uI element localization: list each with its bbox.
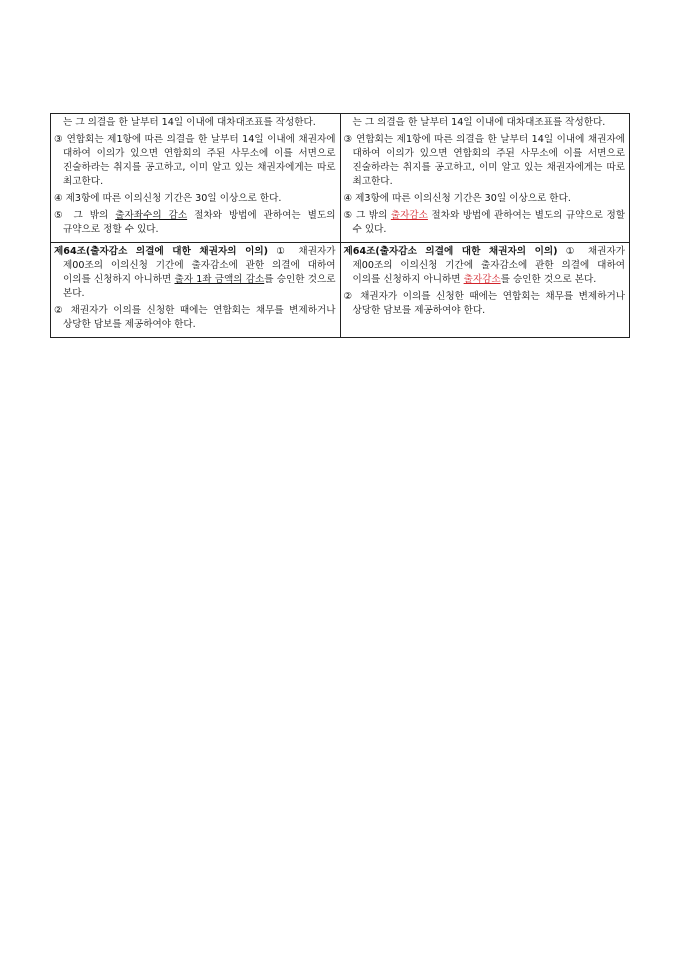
text-run: 를 승인한 것으로 본다. xyxy=(63,274,336,299)
left-paragraph-4: ④ 제3항에 따른 이의신청 기간은 30일 이상으로 한다. xyxy=(54,193,282,204)
text-run: ① 채권자가 제00조의 이의신청 기간에 출자감소에 관한 의결에 대하여 이의를 신청하지 아니하면 xyxy=(352,246,625,285)
right-paragraph-1: 는 그 의결을 한 날부터 14일 이내에 대차대조표를 작성한다. xyxy=(352,117,606,128)
right-paragraph-3: ③ 연합회는 제1항에 따른 의결을 한 날부터 14일 이내에 채권자에 대하여 이의가 있으면 연합회의 주된 사무소에 이를 서면으로 진술하라는 취지를 공고하고, 이미 알고 있는 채권자에게는 따로 최고한다. xyxy=(343,134,625,187)
right-cell-article-64 xyxy=(340,243,630,338)
text-run: ⑤ 그 밖의 xyxy=(343,210,391,221)
text-run: ① 채권자가 제00조의 이의신청 기간에 출자감소에 관한 의결에 대하여 이의를 신청하지 아니하면 xyxy=(63,246,336,285)
table-row xyxy=(51,243,630,338)
highlighted-text: 출자감소 xyxy=(463,274,501,285)
comparison-table xyxy=(50,113,630,338)
left-article-64-paragraph-1 xyxy=(54,245,336,301)
left-article-64-paragraph-2: ② 채권자가 이의를 신청한 때에는 연합회는 채무를 변제하거나 상당한 담보를 제공하여야 한다. xyxy=(54,305,336,330)
right-article-64-paragraph-1 xyxy=(344,245,626,287)
left-paragraph-1: 는 그 의결을 한 날부터 14일 이내에 대차대조표를 작성한다. xyxy=(63,117,316,128)
article-heading: 제64조(출자감소 의결에 대한 채권자의 이의) xyxy=(54,246,268,257)
underlined-text: 출자좌수의 감소 xyxy=(115,210,188,221)
left-paragraph-3: ③ 연합회는 제1항에 따른 의결을 한 날부터 14일 이내에 채권자에 대하여 이의가 있으면 연합회의 주된 사무소에 이를 서면으로 진술하라는 취지를 공고하고, 이미 알고 있는 채권자에게는 따로 최고한다. xyxy=(54,134,336,187)
text-run: ⑤ 그 밖의 xyxy=(54,210,116,221)
right-paragraph-5 xyxy=(344,209,626,237)
right-article-64-paragraph-2: ② 채권자가 이의를 신청한 때에는 연합회는 채무를 변제하거나 상당한 담보를 제공하여야 한다. xyxy=(343,291,625,316)
left-cell-article-64 xyxy=(51,243,341,338)
right-cell-article-63 xyxy=(340,114,630,243)
left-cell-article-63 xyxy=(51,114,341,243)
text-run: 를 승인한 것으로 본다. xyxy=(500,274,597,285)
article-heading: 제64조(출자감소 의결에 대한 채권자의 이의) xyxy=(343,246,558,257)
left-paragraph-5 xyxy=(54,209,336,237)
text-run: 절차와 방법에 관하여는 별도의 규약으로 정할 수 있다. xyxy=(63,210,336,235)
underlined-text: 출자 1좌 금액의 감소 xyxy=(174,274,265,285)
text-run: 절차와 방법에 관하여는 별도의 규약으로 정할 수 있다. xyxy=(352,210,625,235)
highlighted-text: 출자감소 xyxy=(390,210,428,221)
right-paragraph-4: ④ 제3항에 따른 이의신청 기간은 30일 이상으로 한다. xyxy=(343,193,571,204)
table-row xyxy=(51,114,630,243)
